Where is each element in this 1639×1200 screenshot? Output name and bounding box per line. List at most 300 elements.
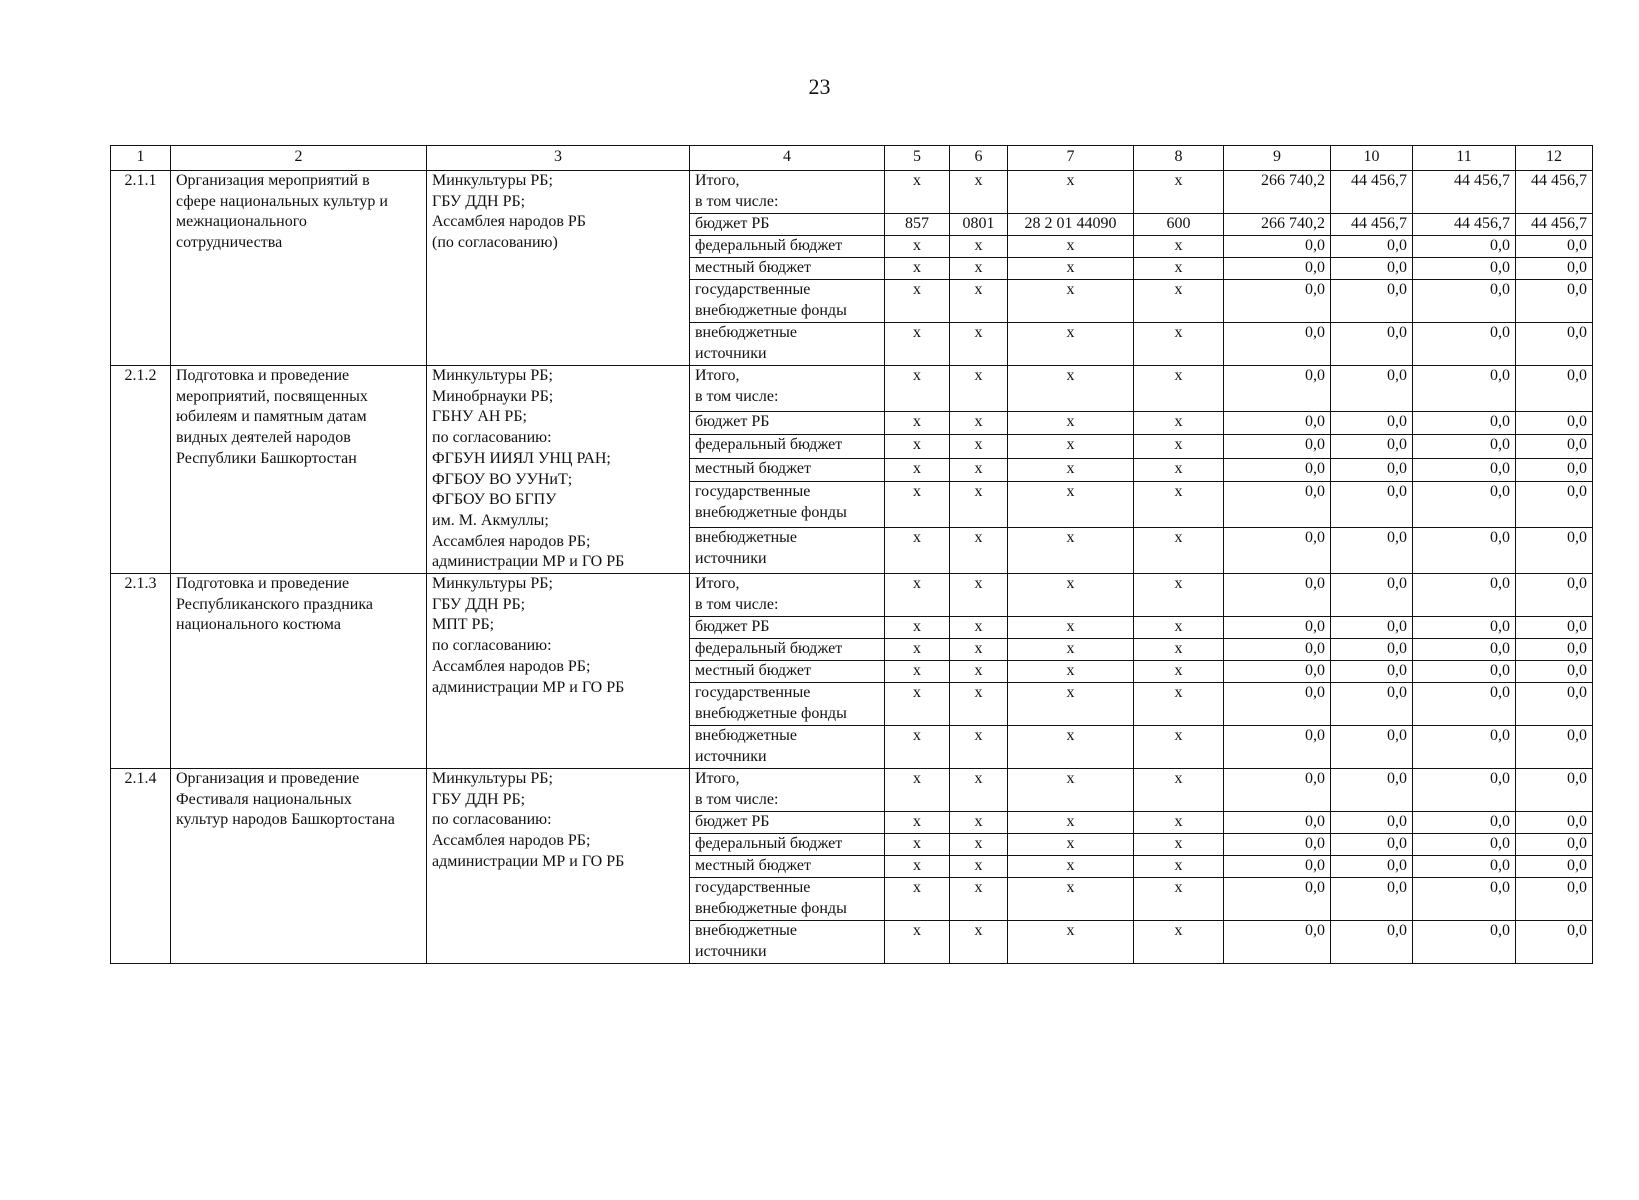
activity-name	[171, 366, 427, 574]
funding-source-line: Итого,	[695, 172, 740, 189]
amount-cell: 0,0	[1331, 323, 1413, 366]
amount-cell: 44 456,7	[1516, 171, 1593, 214]
funding-source	[690, 236, 885, 258]
code-cell: х	[885, 458, 950, 481]
amount-cell: 0,0	[1224, 528, 1331, 574]
code-cell: х	[1008, 921, 1134, 964]
executors	[427, 171, 690, 366]
code-cell: х	[885, 856, 950, 878]
funding-source-line: источники	[695, 747, 767, 765]
funding-source-line: источники	[695, 344, 767, 362]
code-cell: 0801	[950, 214, 1008, 236]
amount-cell: 0,0	[1516, 921, 1593, 964]
code-cell: х	[1008, 726, 1134, 769]
code-cell: х	[1008, 411, 1134, 434]
code-cell: х	[885, 528, 950, 574]
code-cell: х	[1134, 574, 1224, 617]
amount-cell: 0,0	[1413, 236, 1516, 258]
funding-source-line: бюджет РБ	[695, 813, 770, 831]
executor-line: администрации МР и ГО РБ	[432, 852, 625, 870]
funding-source-line: в том числе:	[695, 595, 779, 613]
amount-cell: 0,0	[1413, 834, 1516, 856]
code-cell: х	[885, 726, 950, 769]
amount-cell: 0,0	[1516, 769, 1593, 812]
amount-cell: 0,0	[1224, 769, 1331, 812]
funding-source	[690, 856, 885, 878]
code-cell: х	[1134, 769, 1224, 812]
amount-cell: 0,0	[1516, 661, 1593, 683]
code-cell: х	[950, 683, 1008, 726]
code-cell: х	[885, 236, 950, 258]
code-cell: х	[1008, 323, 1134, 366]
code-cell: х	[950, 323, 1008, 366]
amount-cell: 0,0	[1516, 639, 1593, 661]
amount-cell: 0,0	[1413, 683, 1516, 726]
amount-cell: 0,0	[1516, 366, 1593, 412]
funding-source-line: Итого,	[695, 575, 740, 593]
activity-name-line: юбилеям и памятным датам	[176, 408, 367, 426]
code-cell: х	[1008, 769, 1134, 812]
code-cell: х	[1134, 661, 1224, 683]
amount-cell: 0,0	[1413, 921, 1516, 964]
table-row	[111, 769, 1593, 812]
amount-cell: 0,0	[1516, 323, 1593, 366]
code-cell: х	[1134, 639, 1224, 661]
funding-source	[690, 435, 885, 458]
amount-cell: 0,0	[1331, 258, 1413, 280]
code-cell: х	[950, 921, 1008, 964]
amount-cell: 0,0	[1413, 856, 1516, 878]
code-cell: х	[950, 639, 1008, 661]
code-cell: х	[950, 482, 1008, 528]
amount-cell: 0,0	[1224, 878, 1331, 921]
table-row	[111, 574, 1593, 617]
amount-cell: 0,0	[1224, 482, 1331, 528]
amount-cell: 0,0	[1224, 280, 1331, 323]
funding-source-line: федеральный бюджет	[695, 835, 843, 853]
funding-source-line: внебюджетные	[695, 529, 797, 547]
activity-name-line: Организация и проведение	[176, 770, 360, 788]
code-cell: х	[885, 812, 950, 834]
amount-cell: 0,0	[1516, 411, 1593, 434]
code-cell: х	[1134, 878, 1224, 921]
code-cell: х	[885, 171, 950, 214]
code-cell: х	[1134, 921, 1224, 964]
header-cell: 6	[950, 146, 1008, 171]
funding-source-line: Итого,	[695, 770, 740, 788]
amount-cell: 0,0	[1413, 769, 1516, 812]
code-cell: х	[1008, 482, 1134, 528]
code-cell: х	[885, 878, 950, 921]
funding-source	[690, 661, 885, 683]
code-cell: х	[885, 639, 950, 661]
activity-name-line: культур народов Башкортостана	[176, 811, 395, 829]
header-cell: 10	[1331, 146, 1413, 171]
amount-cell: 0,0	[1516, 856, 1593, 878]
funding-source	[690, 812, 885, 834]
code-cell: х	[1008, 683, 1134, 726]
code-cell: х	[1134, 726, 1224, 769]
activity-name-line: мероприятий, посвященных	[176, 387, 368, 405]
code-cell: х	[1008, 366, 1134, 412]
amount-cell: 266 740,2	[1224, 171, 1331, 214]
amount-cell: 0,0	[1331, 639, 1413, 661]
code-cell: х	[950, 661, 1008, 683]
executor-line: администрации МР и ГО РБ	[432, 553, 625, 571]
code-cell: х	[1134, 280, 1224, 323]
amount-cell: 0,0	[1331, 411, 1413, 434]
code-cell: 28 2 01 44090	[1008, 214, 1134, 236]
amount-cell: 0,0	[1331, 366, 1413, 412]
code-cell: х	[1134, 683, 1224, 726]
code-cell: х	[950, 617, 1008, 639]
code-cell: х	[1134, 482, 1224, 528]
funding-source-line: бюджет РБ	[695, 412, 770, 430]
code-cell: х	[1008, 856, 1134, 878]
funding-source-line: государственные	[695, 483, 811, 501]
code-cell: х	[1134, 323, 1224, 366]
amount-cell: 0,0	[1413, 458, 1516, 481]
funding-source	[690, 171, 885, 214]
page-number: 23	[808, 74, 831, 99]
code-cell: х	[885, 769, 950, 812]
amount-cell: 0,0	[1224, 812, 1331, 834]
funding-source	[690, 921, 885, 964]
code-cell: х	[950, 528, 1008, 574]
funding-source-line: в том числе:	[695, 387, 779, 405]
activity-name-line: национального костюма	[176, 616, 341, 634]
code-cell: х	[950, 411, 1008, 434]
amount-cell: 0,0	[1224, 574, 1331, 617]
amount-cell: 0,0	[1224, 236, 1331, 258]
code-cell: х	[1008, 639, 1134, 661]
amount-cell: 0,0	[1224, 921, 1331, 964]
activity-name-line: Фестиваля национальных	[176, 790, 352, 808]
activity-name-line: Подготовка и проведение	[176, 575, 350, 593]
code-cell: х	[950, 258, 1008, 280]
executor-line: по согласованию:	[432, 429, 552, 447]
amount-cell: 0,0	[1224, 323, 1331, 366]
code-cell: х	[950, 769, 1008, 812]
amount-cell: 0,0	[1331, 769, 1413, 812]
code-cell: х	[885, 921, 950, 964]
amount-cell: 0,0	[1331, 458, 1413, 481]
code-cell: х	[1134, 528, 1224, 574]
executor-line: ФГБОУ ВО УУНиТ;	[432, 470, 573, 488]
amount-cell: 0,0	[1413, 878, 1516, 921]
funding-source-line: государственные	[695, 879, 811, 897]
code-cell: 857	[885, 214, 950, 236]
code-cell: х	[950, 458, 1008, 481]
header-cell: 4	[690, 146, 885, 171]
funding-source-line: внебюджетные фонды	[695, 301, 847, 319]
code-cell: х	[885, 574, 950, 617]
code-cell: х	[885, 323, 950, 366]
header-cell: 7	[1008, 146, 1134, 171]
amount-cell: 0,0	[1516, 878, 1593, 921]
amount-cell: 44 456,7	[1413, 214, 1516, 236]
funding-source-line: Итого,	[695, 367, 740, 384]
code-cell: х	[950, 574, 1008, 617]
code-cell: х	[1008, 834, 1134, 856]
funding-source	[690, 726, 885, 769]
executor-line: ГБУ ДДН РБ;	[432, 192, 526, 210]
amount-cell: 0,0	[1516, 812, 1593, 834]
funding-source	[690, 683, 885, 726]
amount-cell: 0,0	[1413, 812, 1516, 834]
amount-cell: 0,0	[1413, 435, 1516, 458]
header-cell: 3	[427, 146, 690, 171]
code-cell: х	[1008, 458, 1134, 481]
funding-source-line: государственные	[695, 281, 811, 298]
funding-source-line: местный бюджет	[695, 259, 811, 276]
funding-source-line: федеральный бюджет	[695, 436, 843, 454]
code-cell: х	[1134, 458, 1224, 481]
amount-cell: 0,0	[1224, 366, 1331, 412]
funding-source	[690, 574, 885, 617]
amount-cell: 0,0	[1331, 435, 1413, 458]
code-cell: х	[885, 617, 950, 639]
activity-name-line: видных деятелей народов	[176, 429, 351, 447]
funding-source-line: внебюджетные	[695, 324, 797, 341]
activity-name	[171, 171, 427, 366]
code-cell: х	[1008, 617, 1134, 639]
funding-source	[690, 323, 885, 366]
code-cell: 600	[1134, 214, 1224, 236]
table-row	[111, 171, 1593, 214]
funding-source	[690, 639, 885, 661]
amount-cell: 0,0	[1331, 726, 1413, 769]
code-cell: х	[950, 878, 1008, 921]
amount-cell: 0,0	[1516, 834, 1593, 856]
executors	[427, 366, 690, 574]
amount-cell: 0,0	[1224, 834, 1331, 856]
executor-line: по согласованию:	[432, 811, 552, 829]
amount-cell: 0,0	[1516, 482, 1593, 528]
funding-source-line: внебюджетные	[695, 922, 797, 940]
amount-cell: 0,0	[1224, 639, 1331, 661]
amount-cell: 0,0	[1516, 528, 1593, 574]
code-cell: х	[1134, 258, 1224, 280]
code-cell: х	[950, 834, 1008, 856]
funding-source-line: внебюджетные фонды	[695, 704, 847, 722]
code-cell: х	[1134, 617, 1224, 639]
activity-name-line: Республиканского праздника	[176, 595, 373, 613]
funding-source-line: бюджет РБ	[695, 618, 770, 636]
amount-cell: 0,0	[1413, 482, 1516, 528]
activity-name-line: Организация мероприятий в	[176, 172, 370, 189]
code-cell: х	[950, 171, 1008, 214]
funding-source	[690, 214, 885, 236]
activity-name-line: сфере национальных культур и	[176, 192, 388, 210]
funding-source	[690, 411, 885, 434]
amount-cell: 0,0	[1224, 726, 1331, 769]
funding-source	[690, 769, 885, 812]
executor-line: ФГБУН ИИЯЛ УНЦ РАН;	[432, 449, 611, 467]
amount-cell: 0,0	[1331, 661, 1413, 683]
header-cell: 8	[1134, 146, 1224, 171]
funding-source	[690, 878, 885, 921]
amount-cell: 0,0	[1516, 574, 1593, 617]
activity-name-line: межнационального	[176, 213, 307, 231]
amount-cell: 0,0	[1413, 639, 1516, 661]
funding-source-line: федеральный бюджет	[695, 640, 843, 658]
amount-cell: 0,0	[1413, 258, 1516, 280]
amount-cell: 0,0	[1331, 834, 1413, 856]
code-cell: х	[885, 258, 950, 280]
executor-line: ГБУ ДДН РБ;	[432, 595, 526, 613]
amount-cell: 0,0	[1331, 236, 1413, 258]
funding-source	[690, 280, 885, 323]
row-number: 2.1.2	[111, 366, 171, 574]
header-cell: 2	[171, 146, 427, 171]
amount-cell: 0,0	[1516, 726, 1593, 769]
code-cell: х	[1134, 411, 1224, 434]
code-cell: х	[885, 411, 950, 434]
executor-line: администрации МР и ГО РБ	[432, 678, 625, 696]
funding-source	[690, 834, 885, 856]
funding-source	[690, 458, 885, 481]
header-cell: 12	[1516, 146, 1593, 171]
funding-source-line: в том числе:	[695, 790, 779, 808]
executor-line: ГБУ ДДН РБ;	[432, 790, 526, 808]
code-cell: х	[950, 856, 1008, 878]
funding-source-line: источники	[695, 942, 767, 960]
executor-line: МПТ РБ;	[432, 616, 495, 634]
code-cell: х	[950, 366, 1008, 412]
amount-cell: 0,0	[1224, 258, 1331, 280]
code-cell: х	[950, 280, 1008, 323]
executors	[427, 574, 690, 769]
amount-cell: 0,0	[1516, 458, 1593, 481]
funding-source-line: местный бюджет	[695, 857, 811, 875]
amount-cell: 0,0	[1413, 366, 1516, 412]
funding-source-line: внебюджетные	[695, 727, 797, 745]
activity-name-line: сотрудничества	[176, 234, 283, 252]
code-cell: х	[1008, 661, 1134, 683]
amount-cell: 0,0	[1516, 280, 1593, 323]
funding-source-line: источники	[695, 549, 767, 567]
funding-source	[690, 528, 885, 574]
amount-cell: 0,0	[1413, 323, 1516, 366]
activity-name	[171, 769, 427, 964]
executor-line: Ассамблея народов РБ;	[432, 532, 591, 550]
funding-source	[690, 258, 885, 280]
funding-source-line: внебюджетные фонды	[695, 899, 847, 917]
amount-cell: 0,0	[1516, 258, 1593, 280]
executors	[427, 769, 690, 964]
amount-cell: 266 740,2	[1224, 214, 1331, 236]
code-cell: х	[1008, 258, 1134, 280]
executor-line: (по согласованию)	[432, 234, 558, 252]
header-cell: 11	[1413, 146, 1516, 171]
funding-source-line: местный бюджет	[695, 459, 811, 477]
code-cell: х	[1134, 366, 1224, 412]
executor-line: Минкультуры РБ;	[432, 367, 553, 384]
funding-source-line: в том числе:	[695, 192, 779, 210]
code-cell: х	[1134, 856, 1224, 878]
activity-name-line: Республики Башкортостан	[176, 449, 357, 467]
amount-cell: 0,0	[1331, 683, 1413, 726]
code-cell: х	[950, 236, 1008, 258]
amount-cell: 0,0	[1413, 411, 1516, 434]
code-cell: х	[885, 834, 950, 856]
amount-cell: 0,0	[1331, 528, 1413, 574]
code-cell: х	[1008, 574, 1134, 617]
header-cell: 1	[111, 146, 171, 171]
amount-cell: 0,0	[1331, 280, 1413, 323]
amount-cell: 0,0	[1331, 617, 1413, 639]
executor-line: Ассамблея народов РБ;	[432, 832, 591, 850]
code-cell: х	[885, 435, 950, 458]
header-cell: 9	[1224, 146, 1331, 171]
executor-line: Минкультуры РБ;	[432, 770, 553, 788]
executor-line: ФГБОУ ВО БГПУ	[432, 491, 557, 509]
amount-cell: 0,0	[1413, 661, 1516, 683]
activity-name-line: Подготовка и проведение	[176, 367, 350, 384]
amount-cell: 0,0	[1413, 617, 1516, 639]
funding-source-line: внебюджетные фонды	[695, 503, 847, 521]
executor-line: Минкультуры РБ;	[432, 172, 553, 189]
amount-cell: 0,0	[1516, 683, 1593, 726]
code-cell: х	[885, 482, 950, 528]
amount-cell: 44 456,7	[1331, 214, 1413, 236]
amount-cell: 0,0	[1224, 683, 1331, 726]
amount-cell: 0,0	[1331, 482, 1413, 528]
amount-cell: 0,0	[1224, 856, 1331, 878]
executor-line: Ассамблея народов РБ	[432, 213, 586, 231]
row-number: 2.1.3	[111, 574, 171, 769]
activity-name	[171, 574, 427, 769]
code-cell: х	[1134, 236, 1224, 258]
code-cell: х	[1134, 834, 1224, 856]
funding-source-line: местный бюджет	[695, 662, 811, 680]
code-cell: х	[1134, 171, 1224, 214]
amount-cell: 0,0	[1331, 856, 1413, 878]
funding-source	[690, 617, 885, 639]
code-cell: х	[1008, 280, 1134, 323]
executor-line: по согласованию:	[432, 637, 552, 655]
executor-line: Минобрнауки РБ;	[432, 387, 554, 405]
executor-line: им. М. Акмуллы;	[432, 511, 549, 529]
amount-cell: 0,0	[1413, 280, 1516, 323]
code-cell: х	[885, 661, 950, 683]
code-cell: х	[1008, 878, 1134, 921]
amount-cell: 0,0	[1331, 921, 1413, 964]
funding-source-line: федеральный бюджет	[695, 237, 843, 254]
table-row	[111, 366, 1593, 412]
amount-cell: 0,0	[1224, 617, 1331, 639]
amount-cell: 44 456,7	[1516, 214, 1593, 236]
funding-source	[690, 366, 885, 412]
amount-cell: 0,0	[1224, 458, 1331, 481]
code-cell: х	[885, 366, 950, 412]
amount-cell: 0,0	[1331, 812, 1413, 834]
code-cell: х	[950, 812, 1008, 834]
funding-source-line: государственные	[695, 684, 811, 702]
amount-cell: 0,0	[1331, 878, 1413, 921]
funding-source	[690, 482, 885, 528]
amount-cell: 44 456,7	[1413, 171, 1516, 214]
header-row	[111, 146, 1593, 171]
code-cell: х	[1134, 435, 1224, 458]
executor-line: Ассамблея народов РБ;	[432, 657, 591, 675]
code-cell: х	[885, 683, 950, 726]
amount-cell: 0,0	[1224, 435, 1331, 458]
amount-cell: 0,0	[1413, 726, 1516, 769]
amount-cell: 0,0	[1224, 411, 1331, 434]
amount-cell: 0,0	[1516, 435, 1593, 458]
